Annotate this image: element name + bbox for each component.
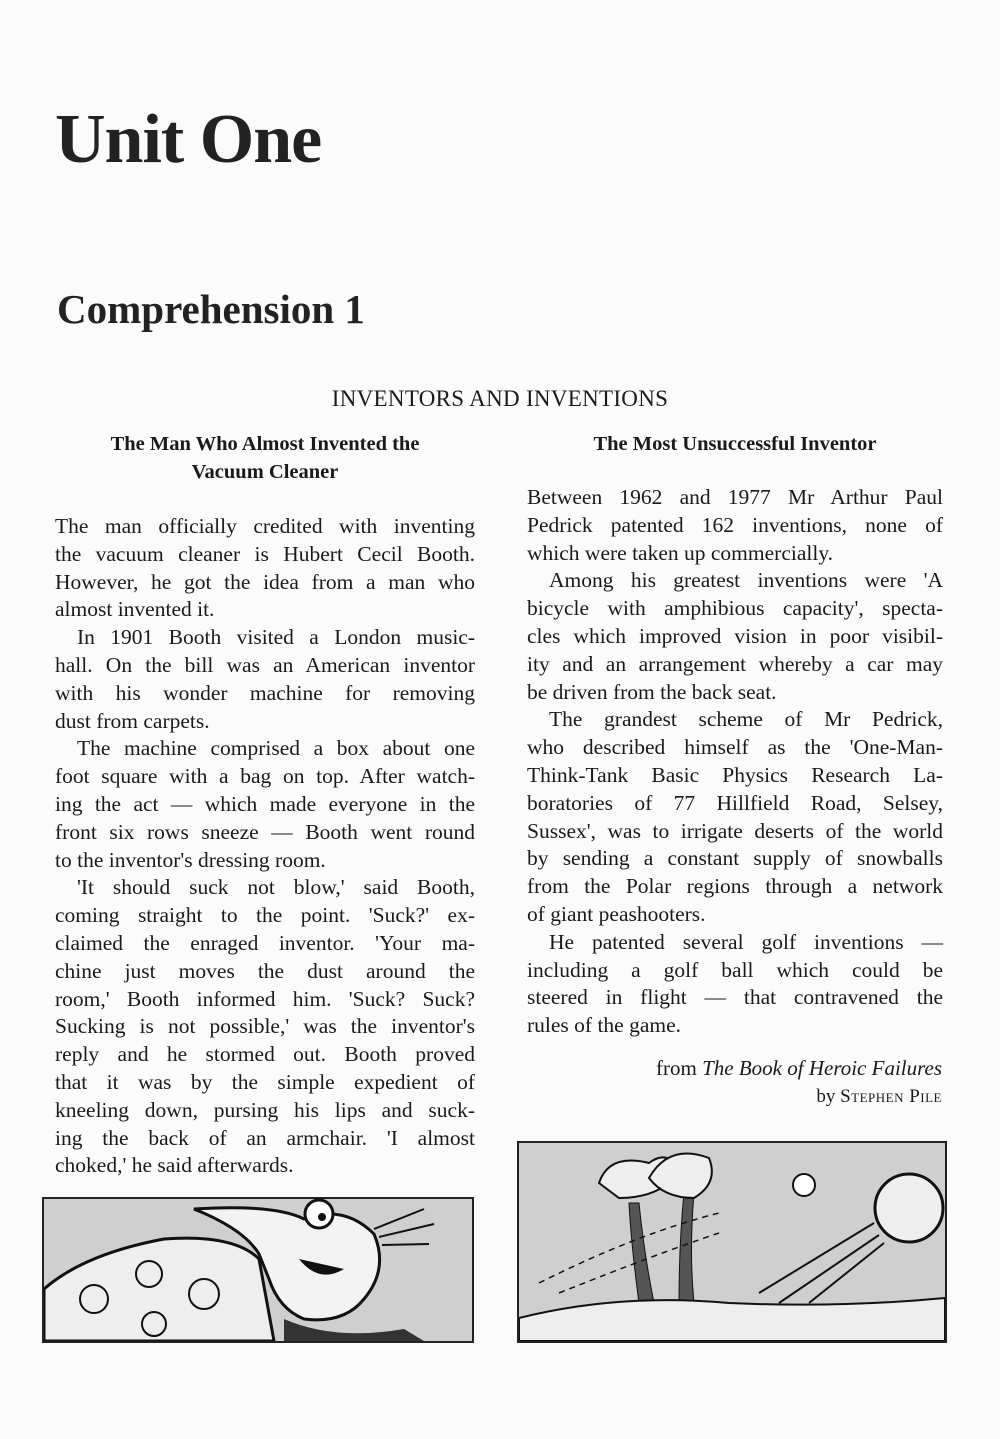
text-line: Among his greatest inventions were 'A bbox=[549, 568, 943, 593]
paragraph bbox=[55, 513, 475, 624]
author-line bbox=[816, 1086, 942, 1108]
text-line: In 1901 Booth visited a London music- bbox=[77, 625, 475, 650]
text-line: which were taken up commercially. bbox=[527, 540, 834, 565]
text-line: The man officially credited with inventing bbox=[55, 514, 475, 538]
text-line: Sucking is not possible,' was the inventor's bbox=[55, 1014, 475, 1039]
paragraph bbox=[527, 567, 943, 706]
text-line: The grandest scheme of Mr Pedrick, bbox=[549, 707, 943, 732]
cartoon-vacuum-inventor bbox=[42, 1197, 474, 1343]
right-article bbox=[527, 430, 943, 1040]
text-line: Between 1962 and 1977 Mr Arthur Paul bbox=[527, 485, 943, 509]
paragraph bbox=[55, 624, 475, 735]
text-line: by sending a constant supply of snowballs bbox=[527, 846, 943, 871]
text-line: dust from carpets. bbox=[55, 708, 210, 733]
text-line: chine just moves the dust around the bbox=[55, 958, 475, 983]
text-line: the vacuum cleaner is Hubert Cecil Booth. bbox=[55, 541, 475, 566]
book-title: The Book of Heroic Failures bbox=[702, 1056, 942, 1080]
cartoon-illustration-left bbox=[44, 1199, 472, 1341]
text-line: Think-Tank Basic Physics Research La- bbox=[527, 762, 943, 787]
text-line: including a golf ball which could be bbox=[527, 957, 943, 982]
text-line: 'It should suck not blow,' said Booth, bbox=[77, 875, 475, 900]
article-heading: The Man Who Almost Invented the bbox=[110, 433, 420, 455]
text-line: that it was by the simple expedient of bbox=[55, 1069, 475, 1094]
text-line: who described himself as the 'One-Man- bbox=[527, 735, 943, 760]
text-line: claimed the enraged inventor. 'Your ma- bbox=[55, 930, 475, 955]
text-line: be driven from the back seat. bbox=[527, 679, 777, 704]
text-line: from the Polar regions through a network bbox=[527, 874, 943, 899]
author-name: Stephen Pile bbox=[840, 1086, 942, 1107]
text-line: boratories of 77 Hillfield Road, Selsey, bbox=[527, 790, 943, 815]
section-title: INVENTORS AND INVENTIONS bbox=[331, 386, 669, 411]
author-prefix: by bbox=[816, 1086, 841, 1107]
text-line: front six rows sneeze — Booth went round bbox=[55, 819, 475, 844]
article-heading: The Most Unsuccessful Inventor bbox=[593, 433, 877, 455]
text-line: bicycle with amphibious capacity', specta- bbox=[527, 596, 943, 621]
text-line: of giant peashooters. bbox=[527, 901, 706, 926]
text-line: almost invented it. bbox=[55, 597, 215, 622]
paragraph bbox=[527, 484, 943, 567]
text-line: However, he got the idea from a man who bbox=[55, 569, 475, 594]
paragraph bbox=[527, 929, 943, 1040]
text-line: room,' Booth informed him. 'Suck? Suck? bbox=[55, 986, 475, 1011]
text-line: rules of the game. bbox=[527, 1013, 682, 1038]
paragraph bbox=[55, 735, 475, 874]
cartoon-golf-ball bbox=[517, 1141, 947, 1343]
text-line: ing the back of an armchair. 'I almost bbox=[55, 1125, 475, 1150]
text-line: steered in flight — that contravened the bbox=[527, 985, 943, 1010]
cartoon-illustration-right bbox=[519, 1143, 945, 1341]
article-heading: Vacuum Cleaner bbox=[191, 461, 339, 483]
text-line: Sussex', was to irrigate deserts of the world bbox=[527, 818, 943, 843]
text-line: The machine comprised a box about one bbox=[77, 736, 475, 761]
text-line: hall. On the bill was an American inventor bbox=[55, 652, 475, 677]
text-line: foot square with a bag on top. After watch- bbox=[55, 764, 475, 789]
text-line: ing the act — which made everyone in the bbox=[55, 791, 475, 816]
paragraph bbox=[527, 706, 943, 928]
text-line: reply and he stormed out. Booth proved bbox=[55, 1042, 475, 1067]
source-line bbox=[656, 1056, 942, 1081]
text-line: choked,' he said afterwards. bbox=[55, 1153, 294, 1178]
left-article bbox=[55, 430, 475, 1180]
text-line: ity and an arrangement whereby a car may bbox=[527, 651, 943, 676]
text-line: kneeling down, pursing his lips and suck- bbox=[55, 1097, 475, 1122]
paragraph bbox=[55, 874, 475, 1180]
text-line: to the inventor's dressing room. bbox=[55, 847, 326, 872]
text-line: Pedrick patented 162 inventions, none of bbox=[527, 512, 943, 537]
text-line: coming straight to the point. 'Suck?' ex- bbox=[55, 903, 475, 928]
source-prefix: from bbox=[656, 1056, 703, 1080]
text-line: with his wonder machine for removing bbox=[55, 680, 475, 705]
text-line: He patented several golf inventions — bbox=[549, 929, 943, 954]
unit-title: Unit One bbox=[55, 101, 322, 178]
text-line: cles which improved vision in poor visibil- bbox=[527, 623, 943, 648]
comprehension-title: Comprehension 1 bbox=[57, 286, 365, 332]
